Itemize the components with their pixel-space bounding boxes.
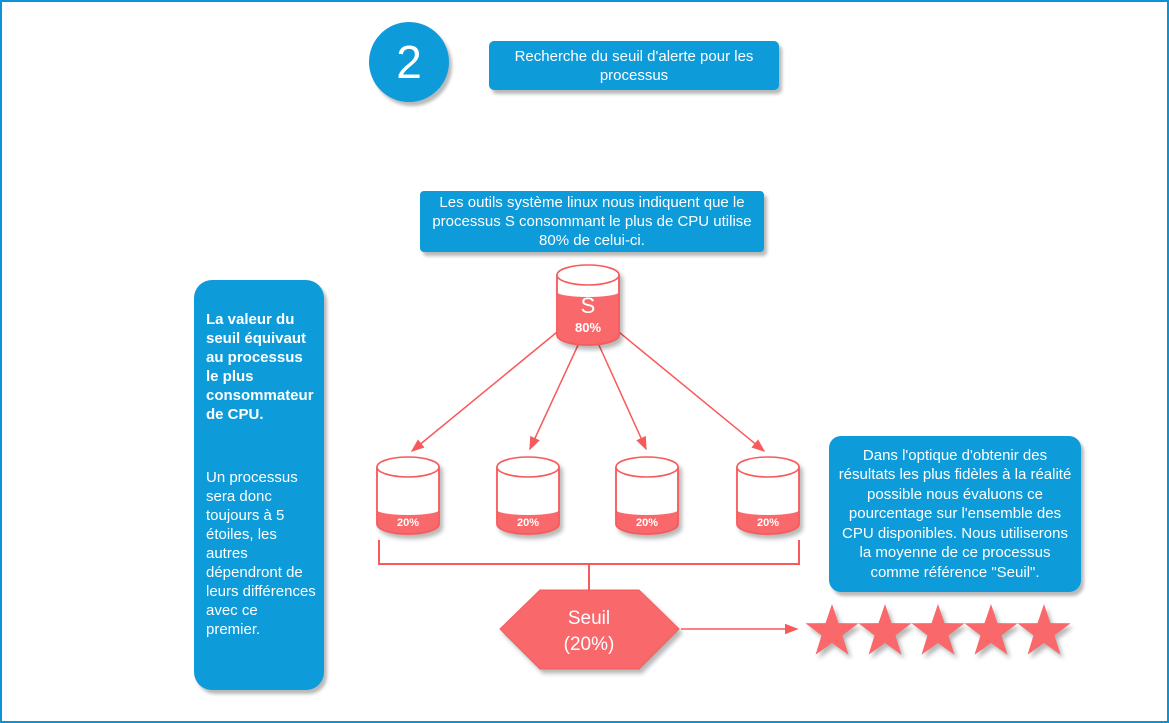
cpu-cylinder-3 — [616, 457, 678, 534]
page-title: Recherche du seuil d'alerte pour les processus — [489, 41, 779, 90]
star-rating — [805, 604, 1070, 655]
flow-diagram — [2, 2, 1169, 723]
star-icon — [911, 604, 964, 655]
threshold-value: (20%) — [563, 634, 615, 655]
arrow-to-cpu-3 — [598, 343, 646, 449]
star-icon — [1017, 604, 1070, 655]
arrow-to-cpu-4 — [614, 328, 764, 451]
cpu-cylinder-4-value: 20% — [756, 517, 780, 529]
star-icon — [858, 604, 911, 655]
fanout-arrows — [412, 328, 764, 451]
cpu-cylinder-3-value: 20% — [635, 517, 659, 529]
gather-bracket — [379, 540, 799, 590]
left-note-body: Un processus sera donc toujours à 5 étoiles, les autres dépendront de leurs différences avec ce premier. — [206, 469, 316, 638]
star-icon — [964, 604, 1017, 655]
top-note-callout: Les outils système linux nous indiquent que le processus S consommant le plus de CPU utilise 80% de celui-ci. — [420, 191, 764, 252]
arrow-to-cpu-1 — [412, 328, 562, 451]
source-cylinder — [557, 265, 619, 345]
arrow-to-cpu-2 — [530, 343, 579, 449]
source-cylinder-label: S — [580, 293, 596, 318]
cpu-cylinder-2-value: 20% — [516, 517, 540, 529]
threshold-name: Seuil — [567, 608, 611, 629]
bracket-line — [379, 540, 799, 564]
cpu-cylinder-1-value: 20% — [396, 517, 420, 529]
source-cylinder-value: 80% — [574, 320, 602, 335]
step-number: 2 — [396, 36, 422, 88]
cpu-cylinder-4 — [737, 457, 799, 534]
star-icon — [805, 604, 858, 655]
left-note-emphasis: La valeur du seuil équivaut au processus le plus consommateur de CPU. — [206, 311, 314, 423]
cpu-cylinder-1 — [377, 457, 439, 534]
right-note-callout: Dans l'optique d'obtenir des résultats les plus fidèles à la réalité possible nous évaluons ce pourcentage sur l'ensemble des CPU disponibles. Nous utiliserons la moyenne de ce processus comme référence "Seuil". — [829, 436, 1081, 592]
threshold-hexagon — [500, 590, 679, 669]
cpu-cylinder-2 — [497, 457, 559, 534]
